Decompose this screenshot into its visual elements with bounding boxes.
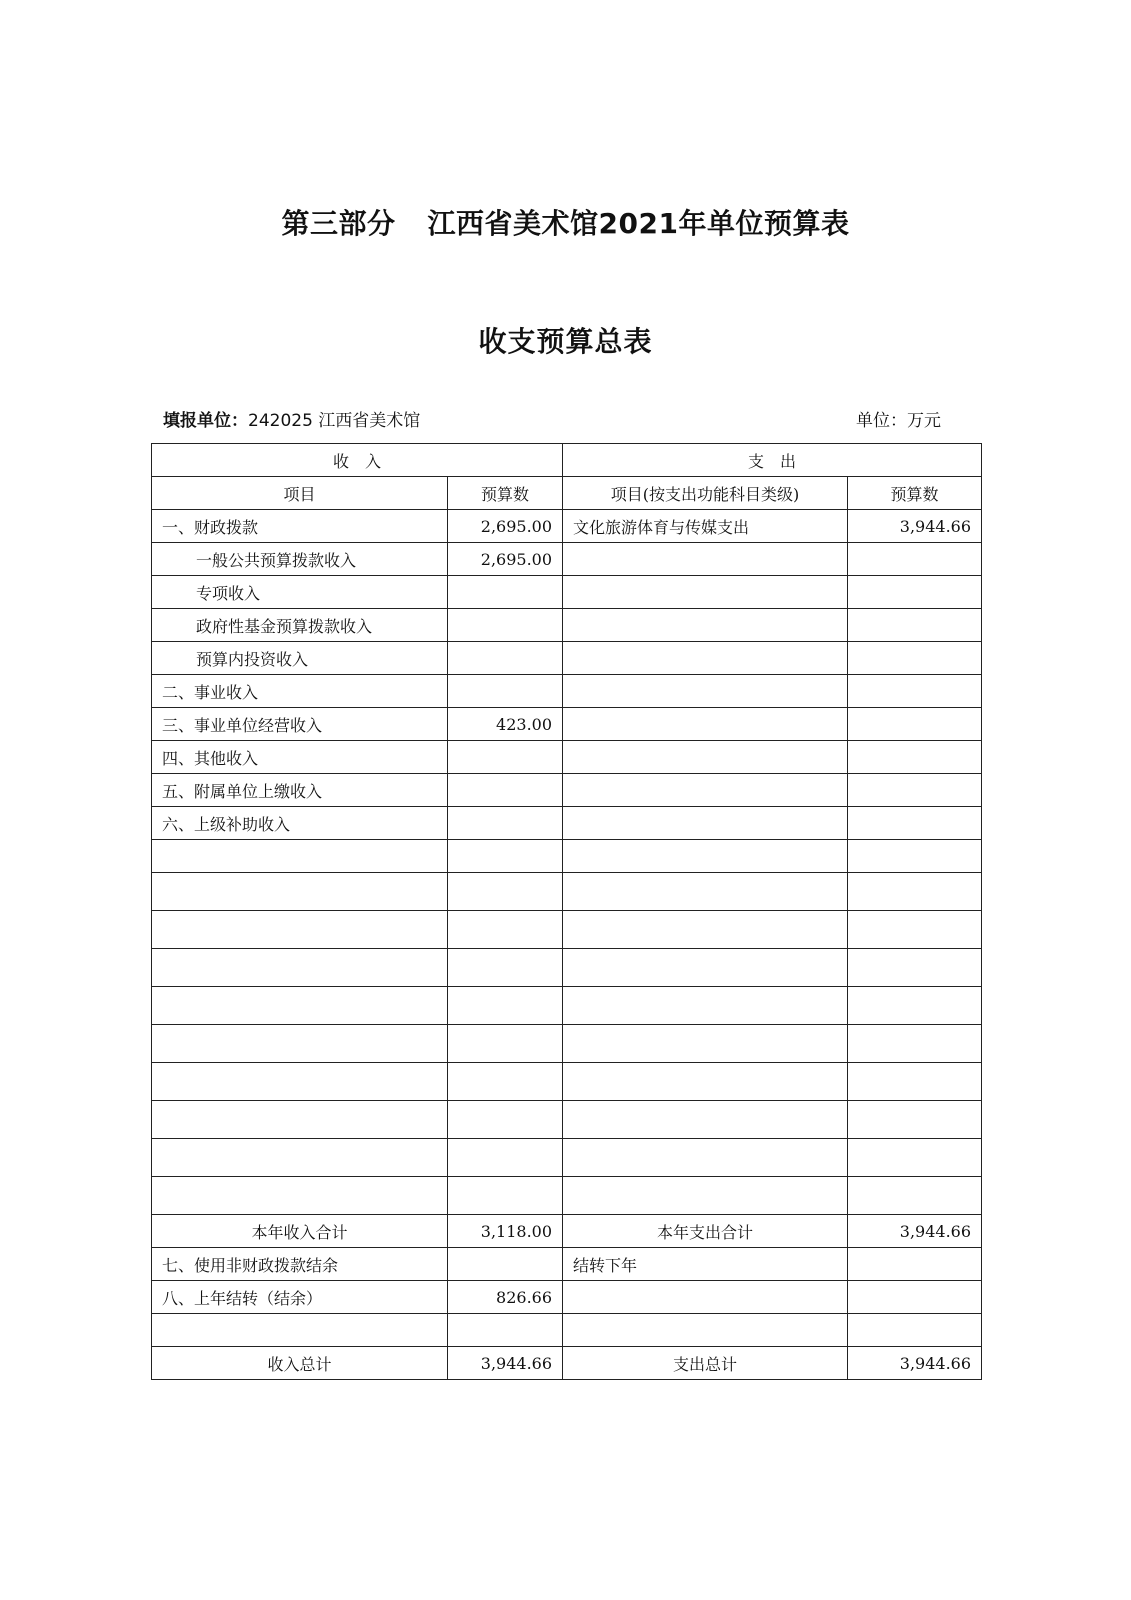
table-title: 收支预算总表 <box>478 325 653 358</box>
total-row <box>152 1215 982 1248</box>
budget-table <box>151 443 982 1380</box>
income-amount <box>448 741 563 774</box>
income-item: 政府性基金预算拨款收入 <box>152 609 448 642</box>
reporting-unit <box>163 406 420 431</box>
income-item: 八、上年结转（结余） <box>152 1281 448 1314</box>
expense-amount <box>848 543 982 576</box>
grand-income-amount: 3,944.66 <box>448 1347 563 1380</box>
income-item: 专项收入 <box>152 576 448 609</box>
expense-item <box>563 741 848 774</box>
reporting-unit-label: 填报单位： <box>163 411 248 431</box>
col-expense-amount: 预算数 <box>848 477 982 510</box>
expense-item <box>563 576 848 609</box>
table-row <box>152 1281 982 1314</box>
income-amount: 423.00 <box>448 708 563 741</box>
table-row <box>152 1248 982 1281</box>
empty-row <box>152 873 982 911</box>
title-part: 第三部分 <box>281 207 396 240</box>
income-item: 五、附属单位上缴收入 <box>152 774 448 807</box>
income-item: 七、使用非财政拨款结余 <box>152 1248 448 1281</box>
expense-amount <box>848 807 982 840</box>
income-item: 四、其他收入 <box>152 741 448 774</box>
empty-row <box>152 1139 982 1177</box>
income-amount <box>448 609 563 642</box>
expense-amount <box>848 576 982 609</box>
currency-unit: 单位：万元 <box>856 411 941 431</box>
grand-total-row <box>152 1347 982 1380</box>
expense-item <box>563 774 848 807</box>
empty-row <box>152 911 982 949</box>
reporting-unit-value: 242025 江西省美术馆 <box>248 411 421 431</box>
income-amount <box>448 807 563 840</box>
empty-row <box>152 1063 982 1101</box>
income-item: 二、事业收入 <box>152 675 448 708</box>
section-header-row <box>152 444 982 477</box>
column-header-row <box>152 477 982 510</box>
expense-amount <box>848 774 982 807</box>
expense-item: 结转下年 <box>563 1248 848 1281</box>
table-row <box>152 576 982 609</box>
expense-item <box>563 609 848 642</box>
empty-row <box>152 1177 982 1215</box>
expense-item: 文化旅游体育与传媒支出 <box>563 510 848 543</box>
total-expense-amount: 3,944.66 <box>848 1215 982 1248</box>
table-row <box>152 510 982 543</box>
table-row <box>152 543 982 576</box>
table-row <box>152 642 982 675</box>
grand-expense-label: 支出总计 <box>563 1347 848 1380</box>
expense-amount <box>848 741 982 774</box>
expense-item <box>563 675 848 708</box>
title-main: 江西省美术馆2021年单位预算表 <box>427 207 850 240</box>
col-item: 项目 <box>152 477 448 510</box>
expense-header: 支 出 <box>563 444 982 477</box>
empty-row <box>152 987 982 1025</box>
total-income-amount: 3,118.00 <box>448 1215 563 1248</box>
expense-amount <box>848 1281 982 1314</box>
expense-item <box>563 543 848 576</box>
income-amount <box>448 774 563 807</box>
page-title <box>0 202 1131 242</box>
empty-row <box>152 1025 982 1063</box>
expense-amount <box>848 1248 982 1281</box>
income-header: 收 入 <box>152 444 563 477</box>
expense-item <box>563 642 848 675</box>
col-expense-item: 项目(按支出功能科目类级) <box>563 477 848 510</box>
expense-amount <box>848 609 982 642</box>
income-item: 六、上级补助收入 <box>152 807 448 840</box>
income-amount: 2,695.00 <box>448 510 563 543</box>
expense-amount <box>848 708 982 741</box>
table-row <box>152 807 982 840</box>
empty-row <box>152 840 982 873</box>
income-item: 一般公共预算拨款收入 <box>152 543 448 576</box>
table-row <box>152 708 982 741</box>
grand-income-label: 收入总计 <box>152 1347 448 1380</box>
empty-row <box>152 1314 982 1347</box>
table-row <box>152 675 982 708</box>
total-expense-label: 本年支出合计 <box>563 1215 848 1248</box>
income-amount <box>448 1248 563 1281</box>
expense-amount <box>848 642 982 675</box>
income-amount: 826.66 <box>448 1281 563 1314</box>
col-amount: 预算数 <box>448 477 563 510</box>
empty-row <box>152 949 982 987</box>
total-income-label: 本年收入合计 <box>152 1215 448 1248</box>
grand-expense-amount: 3,944.66 <box>848 1347 982 1380</box>
table-row <box>152 741 982 774</box>
income-amount <box>448 576 563 609</box>
income-item: 一、财政拨款 <box>152 510 448 543</box>
income-item: 三、事业单位经营收入 <box>152 708 448 741</box>
table-row <box>152 774 982 807</box>
income-amount: 2,695.00 <box>448 543 563 576</box>
expense-item <box>563 1281 848 1314</box>
expense-item <box>563 708 848 741</box>
expense-amount: 3,944.66 <box>848 510 982 543</box>
income-amount <box>448 675 563 708</box>
empty-row <box>152 1101 982 1139</box>
table-row <box>152 609 982 642</box>
income-item: 预算内投资收入 <box>152 642 448 675</box>
expense-item <box>563 807 848 840</box>
income-amount <box>448 642 563 675</box>
expense-amount <box>848 675 982 708</box>
